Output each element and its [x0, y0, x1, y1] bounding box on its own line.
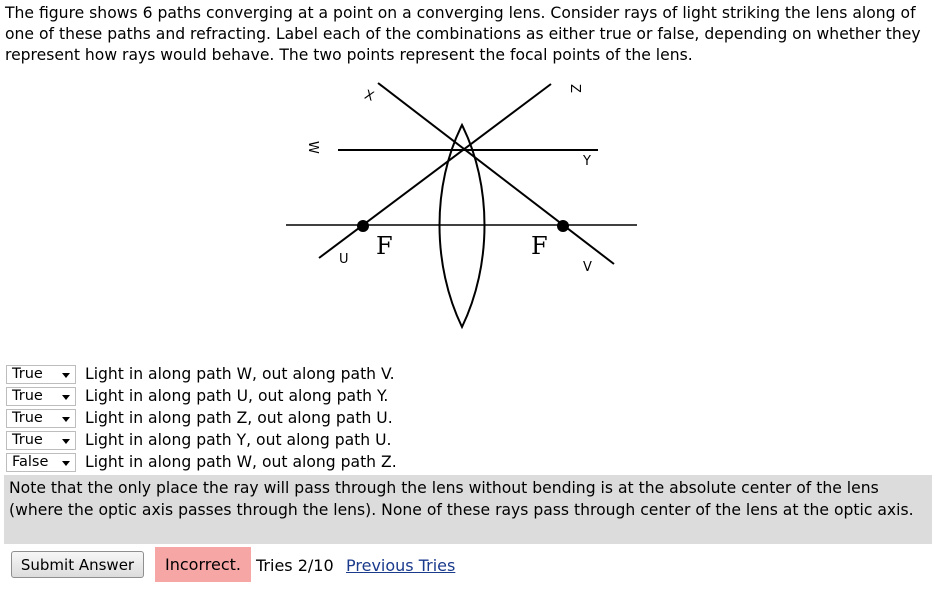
label-v: V	[583, 260, 592, 275]
focal-label-left: F	[376, 232, 393, 260]
answer-row	[6, 363, 397, 385]
focal-point-left	[357, 220, 369, 232]
lens-diagram	[280, 75, 645, 335]
select-value: True	[12, 410, 43, 426]
lens-figure	[280, 75, 645, 335]
statement-text: Light in along path Y, out along path U.	[85, 431, 392, 449]
select-value: False	[12, 454, 49, 470]
select-value: True	[12, 432, 43, 448]
label-u: U	[339, 252, 349, 267]
focal-label-right: F	[531, 232, 548, 260]
answer-rows	[6, 363, 397, 473]
focal-point-right	[557, 220, 569, 232]
statement-text: Light in along path Z, out along path U.	[85, 409, 393, 427]
previous-tries-link[interactable]: Previous Tries	[346, 556, 456, 575]
statement-text: Light in along path W, out along path V.	[85, 365, 395, 383]
statement-text: Light in along path U, out along path Y.	[85, 387, 389, 405]
answer-row	[6, 385, 397, 407]
label-z: Z	[567, 84, 582, 93]
question-text: The figure shows 6 paths converging at a point on a converging lens. Consider rays of light striking the lens along of one of these paths and refracting. Label each of the combinations as either true or false, depending on whether they represent how rays would behave. The two points represent the focal points of the lens.	[5, 4, 921, 64]
true-false-select[interactable]	[6, 409, 76, 428]
lens-outline	[440, 125, 485, 327]
answer-row	[6, 451, 397, 473]
answer-row	[6, 407, 397, 429]
answer-row	[6, 429, 397, 451]
true-false-select[interactable]	[6, 387, 76, 406]
label-w: W	[305, 141, 320, 154]
statement-text: Light in along path W, out along path Z.	[85, 453, 397, 471]
label-x: X	[362, 87, 376, 105]
ray-z-u	[319, 84, 551, 258]
select-value: True	[12, 366, 43, 382]
dropdown-arrow-icon	[62, 439, 70, 444]
select-value: True	[12, 388, 43, 404]
label-y: Y	[583, 154, 591, 169]
true-false-select[interactable]	[6, 365, 76, 384]
ray-x-v	[378, 83, 614, 264]
dropdown-arrow-icon	[62, 373, 70, 378]
true-false-select[interactable]	[6, 453, 76, 472]
dropdown-arrow-icon	[62, 461, 70, 466]
status-badge: Incorrect.	[155, 547, 251, 582]
submit-answer-button[interactable]: Submit Answer	[11, 551, 144, 578]
dropdown-arrow-icon	[62, 417, 70, 422]
feedback-note: Note that the only place the ray will pass through the lens without bending is at the absolute center of the lens (where the optic axis passes through the lens). None of these rays pass through center of the lens at the optic axis.	[4, 475, 932, 544]
dropdown-arrow-icon	[62, 395, 70, 400]
true-false-select[interactable]	[6, 431, 76, 450]
tries-count: Tries 2/10	[256, 556, 334, 575]
